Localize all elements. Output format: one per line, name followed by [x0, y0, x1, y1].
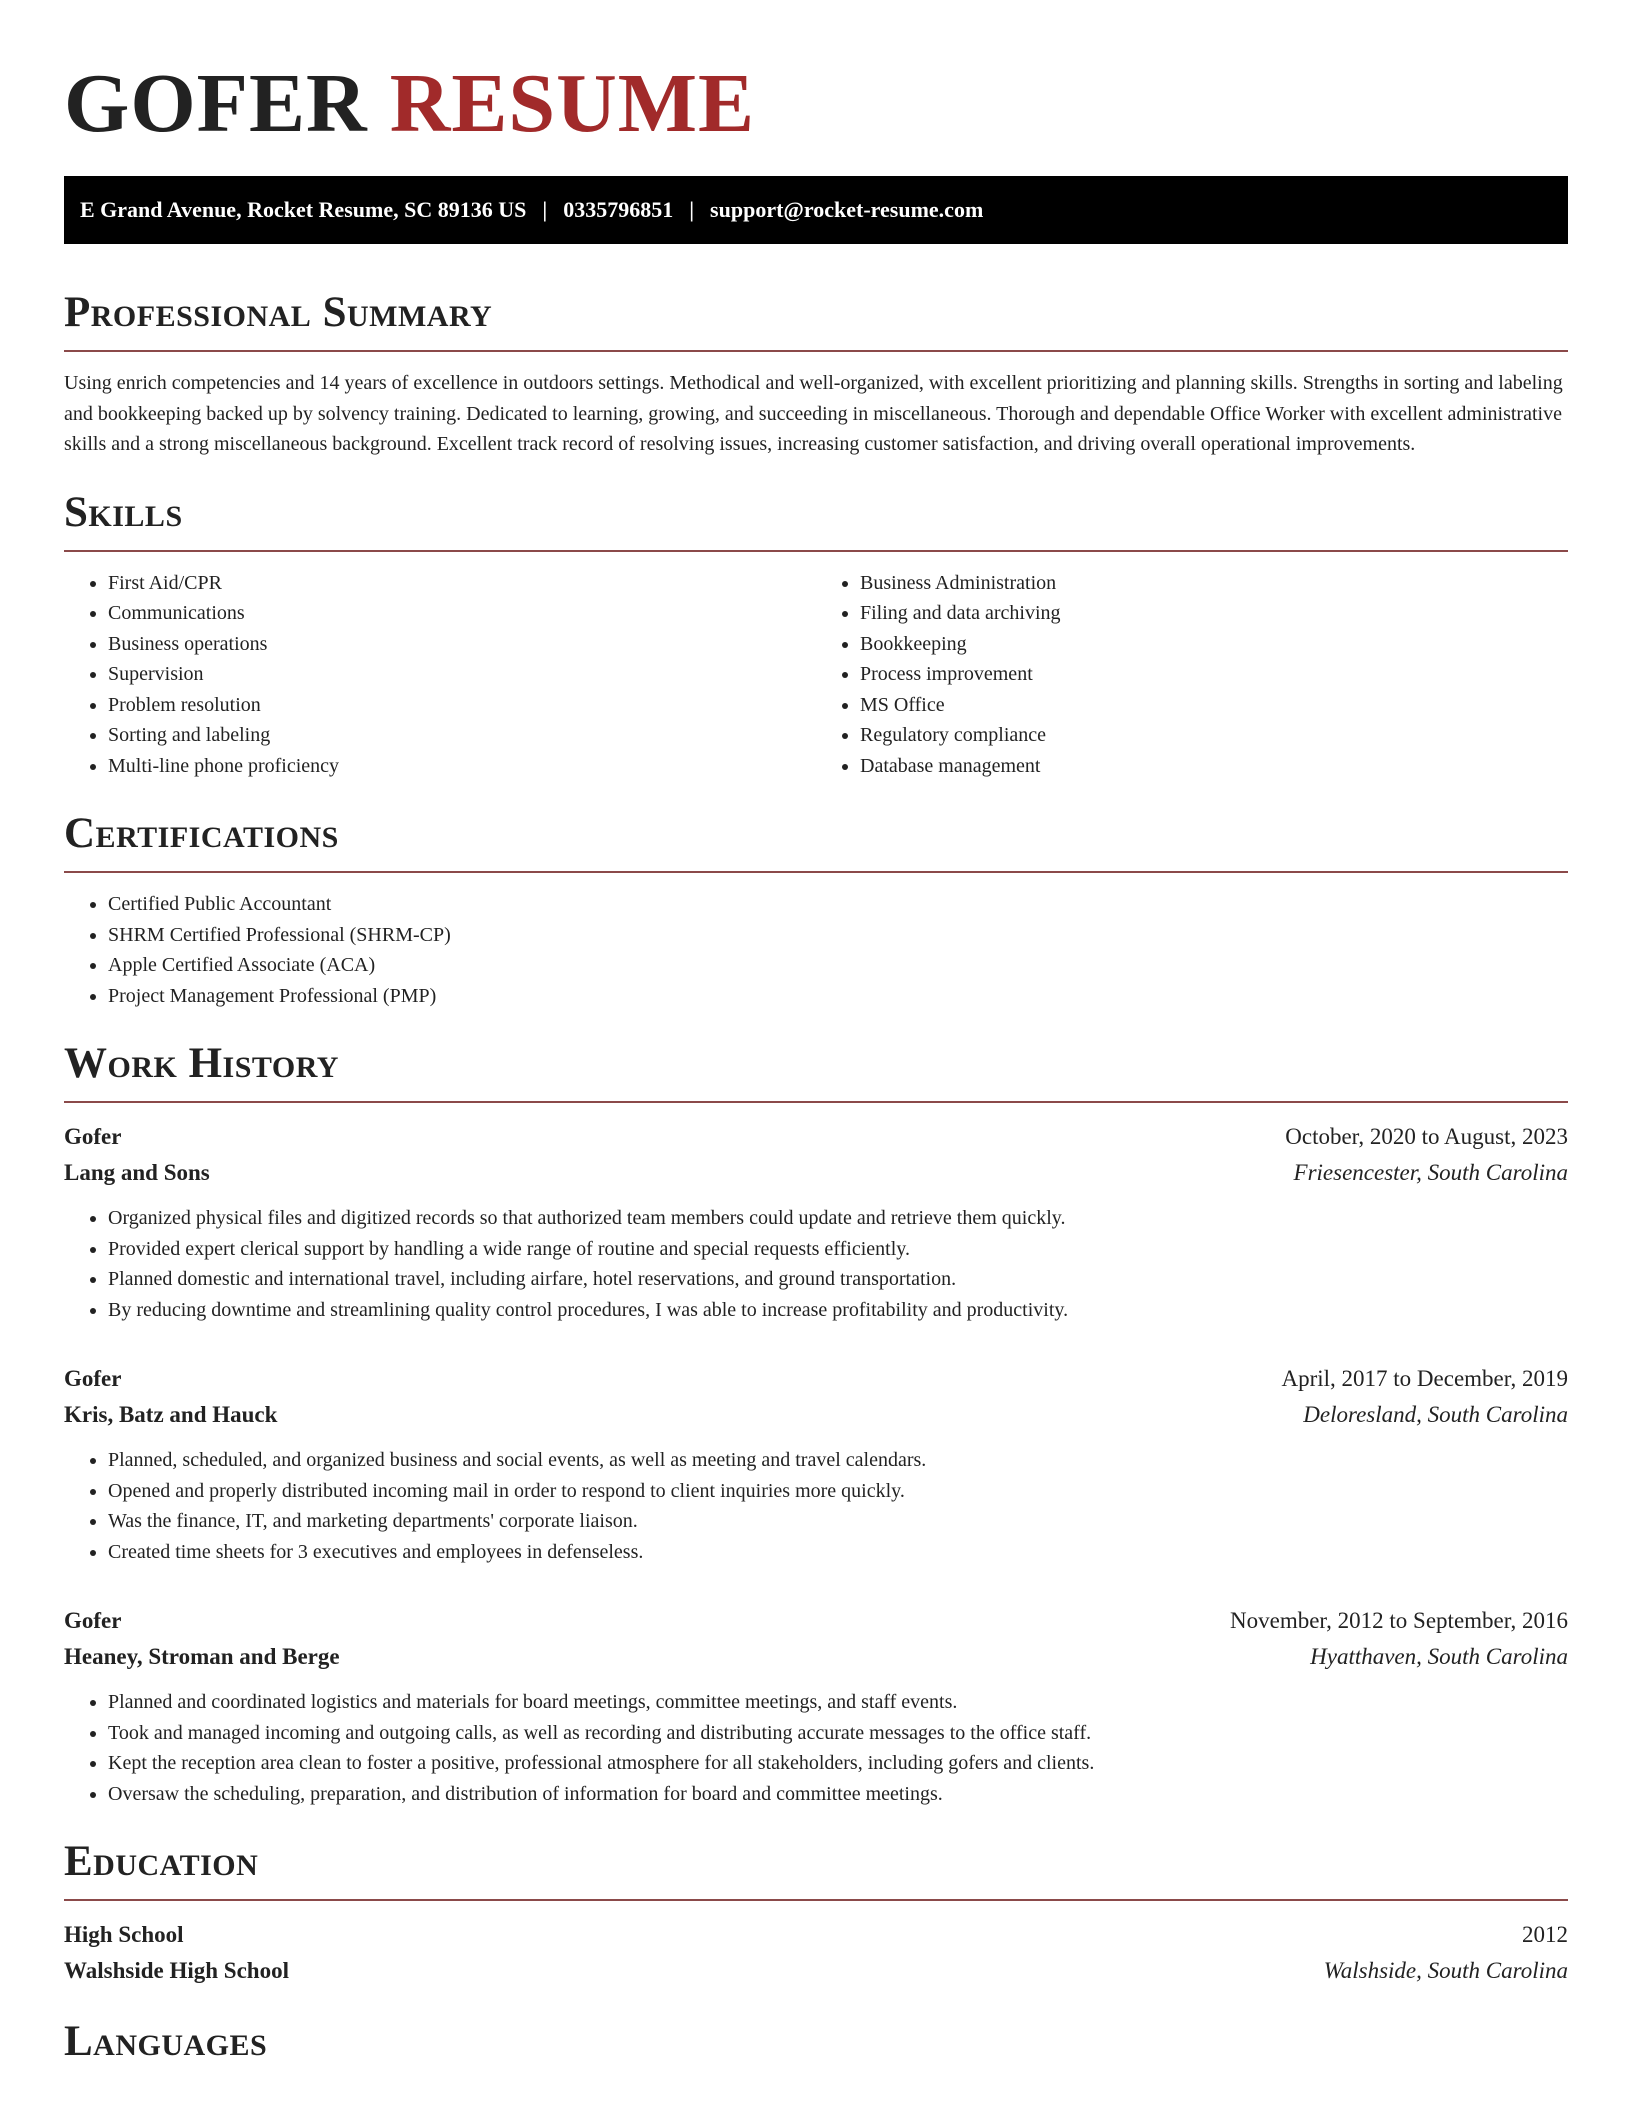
job-location: Hyatthaven, South Carolina: [1310, 1644, 1568, 1669]
job-bullet: • Planned domestic and international travel, including airfare, hotel reservations, and ground transportation.: [108, 1264, 1568, 1295]
skill-item: • Database management: [860, 751, 1568, 782]
certifications-list: [64, 889, 1568, 1011]
skill-item: • Communications: [108, 598, 816, 629]
contact-separator: |: [542, 197, 548, 222]
languages-title: Languages: [64, 2018, 268, 2065]
job-company: Lang and Sons: [64, 1160, 210, 1185]
certification-item: • Certified Public Accountant: [108, 889, 1568, 920]
skills-column-1: [64, 568, 816, 782]
skill-item: • Business operations: [108, 629, 816, 660]
education-year: 2012: [1522, 1922, 1568, 1947]
work-history-title: Work History: [64, 1040, 339, 1087]
job-bullets: [64, 1687, 1568, 1809]
job-bullet: • Created time sheets for 3 executives and employees in defenseless.: [108, 1537, 1568, 1568]
skills-title: Skills: [64, 488, 183, 536]
section-divider: [64, 1899, 1568, 1901]
skill-item: • First Aid/CPR: [108, 568, 816, 599]
education-header: [64, 1917, 1568, 1953]
contact-separator: |: [689, 197, 695, 222]
skill-item: • Process improvement: [860, 659, 1568, 690]
education-location: Walshside, South Carolina: [1323, 1958, 1568, 1983]
job-subheader: [64, 1639, 1568, 1675]
job-dates: October, 2020 to August, 2023: [1285, 1124, 1568, 1149]
job-header: [64, 1361, 1568, 1397]
job-bullet: • Took and managed incoming and outgoing calls, as well as recording and distributing accurate messages to the office staff.: [108, 1718, 1568, 1749]
certification-item: • Apple Certified Associate (ACA): [108, 950, 1568, 981]
job-entry: [64, 1119, 1568, 1325]
phone[interactable]: 0335796851: [563, 197, 674, 222]
education-entry: [64, 1917, 1568, 1989]
section-divider: [64, 871, 1568, 873]
email[interactable]: support@rocket-resume.com: [710, 197, 984, 222]
job-location: Friesencester, South Carolina: [1293, 1160, 1568, 1185]
job-company: Kris, Batz and Hauck: [64, 1402, 278, 1427]
skill-item: • Filing and data archiving: [860, 598, 1568, 629]
section-divider: [64, 350, 1568, 352]
resume-name: [64, 56, 1568, 152]
education-title: Education: [64, 1838, 259, 1885]
job-header: [64, 1603, 1568, 1639]
job-role: Gofer: [64, 1608, 122, 1633]
job-entry: [64, 1361, 1568, 1567]
job-subheader: [64, 1155, 1568, 1191]
education-school: Walshside High School: [64, 1958, 289, 1983]
skill-item: • Business Administration: [860, 568, 1568, 599]
skill-item: • Multi-line phone proficiency: [108, 751, 816, 782]
skill-item: • Bookkeeping: [860, 629, 1568, 660]
job-bullet: • Opened and properly distributed incoming mail in order to respond to client inquiries more quickly.: [108, 1476, 1568, 1507]
skill-item: • Sorting and labeling: [108, 720, 816, 751]
job-header: [64, 1119, 1568, 1155]
job-role: Gofer: [64, 1366, 122, 1391]
job-bullet: • Was the finance, IT, and marketing departments' corporate liaison.: [108, 1506, 1568, 1537]
job-dates: November, 2012 to September, 2016: [1230, 1608, 1568, 1633]
certification-item: • Project Management Professional (PMP): [108, 981, 1568, 1012]
address: E Grand Avenue, Rocket Resume, SC 89136 US: [80, 197, 527, 222]
job-bullet: • By reducing downtime and streamlining quality control procedures, I was able to increase profitability and productivity.: [108, 1295, 1568, 1326]
last-name: RESUME: [389, 57, 756, 150]
job-bullet: • Planned, scheduled, and organized business and social events, as well as meeting and travel calendars.: [108, 1445, 1568, 1476]
skills-list: [64, 552, 1568, 782]
skill-item: • MS Office: [860, 690, 1568, 721]
skill-item: • Regulatory compliance: [860, 720, 1568, 751]
job-role: Gofer: [64, 1124, 122, 1149]
education-subheader: [64, 1953, 1568, 1989]
job-bullet: • Oversaw the scheduling, preparation, and distribution of information for board and committee meetings.: [108, 1779, 1568, 1810]
summary-text: Using enrich competencies and 14 years of excellence in outdoors settings. Methodical and well-organized, with excellent prioritizing and planning skills. Strengths in sorting and labeling and bookkeeping backed up by solvency training. Dedicated to learning, growing, and succeeding in miscellaneous. Thorough and dependable Office Worker with excellent administrative skills and a strong miscellaneous background. Excellent track record of resolving issues, increasing customer satisfaction, and driving overall operational improvements.: [64, 372, 1563, 455]
job-bullet: • Kept the reception area clean to foster a positive, professional atmosphere for all stakeholders, including gofers and clients.: [108, 1748, 1568, 1779]
job-bullets: [64, 1203, 1568, 1325]
contact-bar: [64, 176, 1568, 244]
job-company: Heaney, Stroman and Berge: [64, 1644, 340, 1669]
job-bullet: • Provided expert clerical support by handling a wide range of routine and special requests efficiently.: [108, 1234, 1568, 1265]
summary-title: Professional Summary: [64, 289, 493, 336]
education-degree: High School: [64, 1922, 184, 1947]
job-location: Deloresland, South Carolina: [1303, 1402, 1568, 1427]
skill-item: • Supervision: [108, 659, 816, 690]
job-entry: [64, 1603, 1568, 1809]
job-dates: April, 2017 to December, 2019: [1281, 1366, 1568, 1391]
section-divider: [64, 1101, 1568, 1103]
job-subheader: [64, 1397, 1568, 1433]
skill-item: • Problem resolution: [108, 690, 816, 721]
certifications-title: Certifications: [64, 810, 339, 857]
first-name: GOFER: [64, 57, 368, 150]
job-bullet: • Organized physical files and digitized records so that authorized team members could update and retrieve them quickly.: [108, 1203, 1568, 1234]
skills-column-2: [816, 568, 1568, 782]
certification-item: • SHRM Certified Professional (SHRM-CP): [108, 920, 1568, 951]
job-bullet: • Planned and coordinated logistics and materials for board meetings, committee meetings, and staff events.: [108, 1687, 1568, 1718]
job-bullets: [64, 1445, 1568, 1567]
